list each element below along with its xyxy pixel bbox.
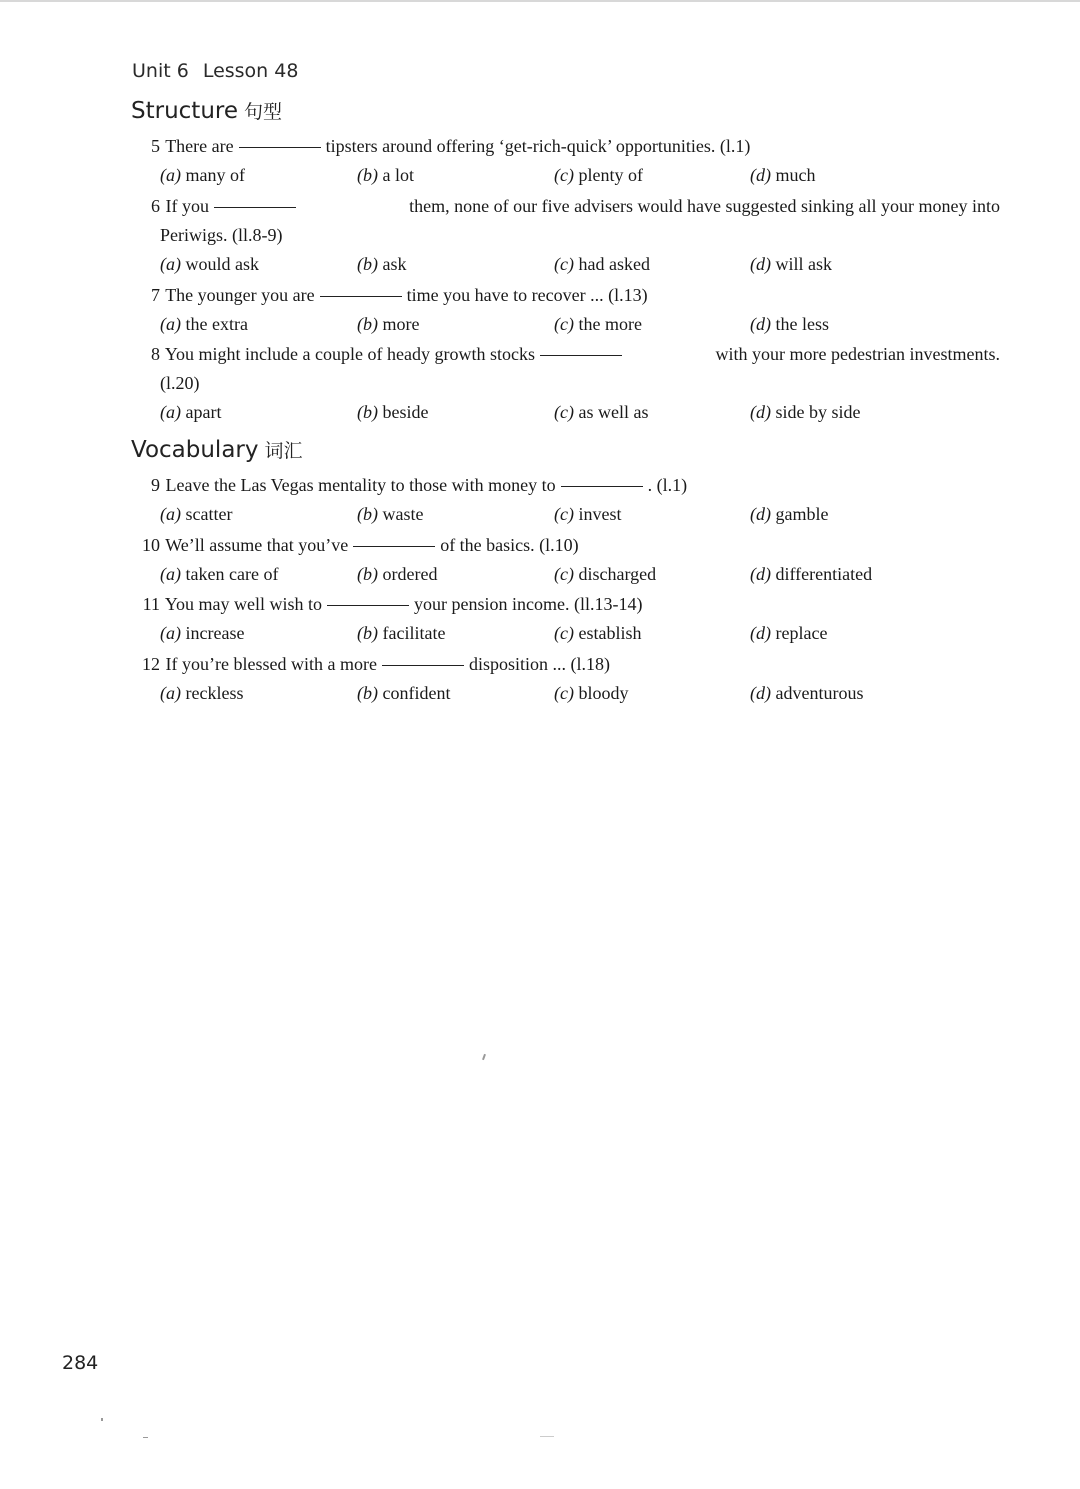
option-c: (c) bloody (554, 683, 629, 703)
option-d: (d) side by side (750, 402, 861, 422)
question-text-before: If you (165, 196, 209, 216)
question-12 (130, 650, 1000, 708)
scan-speck (482, 1054, 486, 1060)
option-d: (d) the less (750, 314, 829, 334)
option-d: (d) will ask (750, 254, 832, 274)
options-row (130, 619, 1000, 648)
question-5 (130, 132, 1000, 190)
option-b: (b) a lot (357, 165, 414, 185)
page-number: 284 (62, 1352, 99, 1374)
question-number: 10 (142, 535, 160, 555)
option-a: (a) reckless (160, 683, 244, 703)
option-d: (d) replace (750, 623, 828, 643)
scan-speck (101, 1418, 103, 1421)
question-number: 9 (151, 475, 160, 495)
options-row (130, 679, 1000, 708)
option-c: (c) had asked (554, 254, 650, 274)
question-text-before: You might include a couple of heady growth stocks (164, 344, 535, 364)
vocabulary-heading (131, 436, 303, 463)
answer-blank (327, 604, 409, 606)
question-number: 6 (151, 196, 160, 216)
option-b: (b) ordered (357, 564, 438, 584)
question-7 (130, 281, 1000, 339)
option-c: (c) establish (554, 623, 642, 643)
answer-blank (382, 664, 464, 666)
question-8 (130, 340, 1000, 427)
options-row (130, 500, 1000, 529)
top-border (0, 0, 1080, 2)
structure-heading (131, 97, 282, 124)
question-text-after: your pension income. (ll.13-14) (414, 594, 643, 614)
question-continuation: Periwigs. (ll.8-9) (160, 225, 283, 245)
question-text-before: The younger you are (165, 285, 315, 305)
question-number: 5 (151, 136, 160, 156)
vocabulary-title-cn: 词汇 (264, 440, 303, 462)
option-b: (b) facilitate (357, 623, 446, 643)
question-number: 7 (151, 285, 160, 305)
answer-blank (239, 146, 321, 148)
options-row (130, 560, 1000, 589)
question-text-after: tipsters around offering ‘get-rich-quick’ opportunities. (l.1) (325, 136, 751, 156)
question-9 (130, 471, 1000, 529)
option-d: (d) differentiated (750, 564, 873, 584)
option-a: (a) would ask (160, 254, 259, 274)
option-c: (c) as well as (554, 402, 649, 422)
question-text-after: time you have to recover ... (l.13) (406, 285, 648, 305)
question-text-before: You may well wish to (164, 594, 323, 614)
option-b: (b) more (357, 314, 420, 334)
structure-title-cn: 句型 (244, 101, 283, 123)
question-text-before: There are (165, 136, 234, 156)
question-text-after: of the basics. (l.10) (440, 535, 579, 555)
scan-speck (143, 1437, 148, 1438)
option-b: (b) waste (357, 504, 424, 524)
question-text-after: them, none of our five advisers would have suggested sinking all your money into (409, 196, 1000, 216)
structure-title: Structure (131, 98, 238, 124)
question-11 (130, 590, 1000, 648)
option-a: (a) the extra (160, 314, 248, 334)
answer-blank (353, 545, 435, 547)
option-b: (b) ask (357, 254, 407, 274)
unit-label: Unit 6 (132, 60, 189, 82)
option-d: (d) much (750, 165, 816, 185)
option-d: (d) adventurous (750, 683, 864, 703)
answer-blank (561, 485, 643, 487)
option-d: (d) gamble (750, 504, 829, 524)
question-text-after: . (l.1) (647, 475, 688, 495)
question-text-after: with your more pedestrian investments. (715, 344, 1000, 364)
option-a: (a) taken care of (160, 564, 279, 584)
question-continuation: (l.20) (160, 373, 200, 393)
scan-speck (540, 1436, 554, 1437)
lesson-label: Lesson 48 (202, 60, 299, 82)
option-a: (a) scatter (160, 504, 233, 524)
answer-blank (540, 354, 622, 356)
answer-blank (320, 295, 402, 297)
options-row (130, 250, 1000, 279)
question-text-before: If you’re blessed with a more (165, 654, 377, 674)
option-c: (c) the more (554, 314, 642, 334)
option-c: (c) discharged (554, 564, 657, 584)
option-c: (c) plenty of (554, 165, 643, 185)
answer-blank (214, 206, 296, 208)
option-b: (b) beside (357, 402, 429, 422)
option-a: (a) apart (160, 402, 222, 422)
question-text-before: We’ll assume that you’ve (165, 535, 349, 555)
question-text-after: disposition ... (l.18) (468, 654, 610, 674)
option-a: (a) increase (160, 623, 245, 643)
options-row (130, 161, 1000, 190)
option-b: (b) confident (357, 683, 451, 703)
vocabulary-title: Vocabulary (131, 437, 259, 463)
question-number: 12 (142, 654, 160, 674)
option-c: (c) invest (554, 504, 622, 524)
question-number: 11 (142, 594, 160, 614)
unit-lesson-header (132, 60, 298, 82)
question-6 (130, 192, 1000, 279)
question-10 (130, 531, 1000, 589)
options-row (130, 398, 1000, 427)
question-number: 8 (151, 344, 160, 364)
question-text-before: Leave the Las Vegas mentality to those with money to (165, 475, 556, 495)
options-row (130, 310, 1000, 339)
option-a: (a) many of (160, 165, 245, 185)
